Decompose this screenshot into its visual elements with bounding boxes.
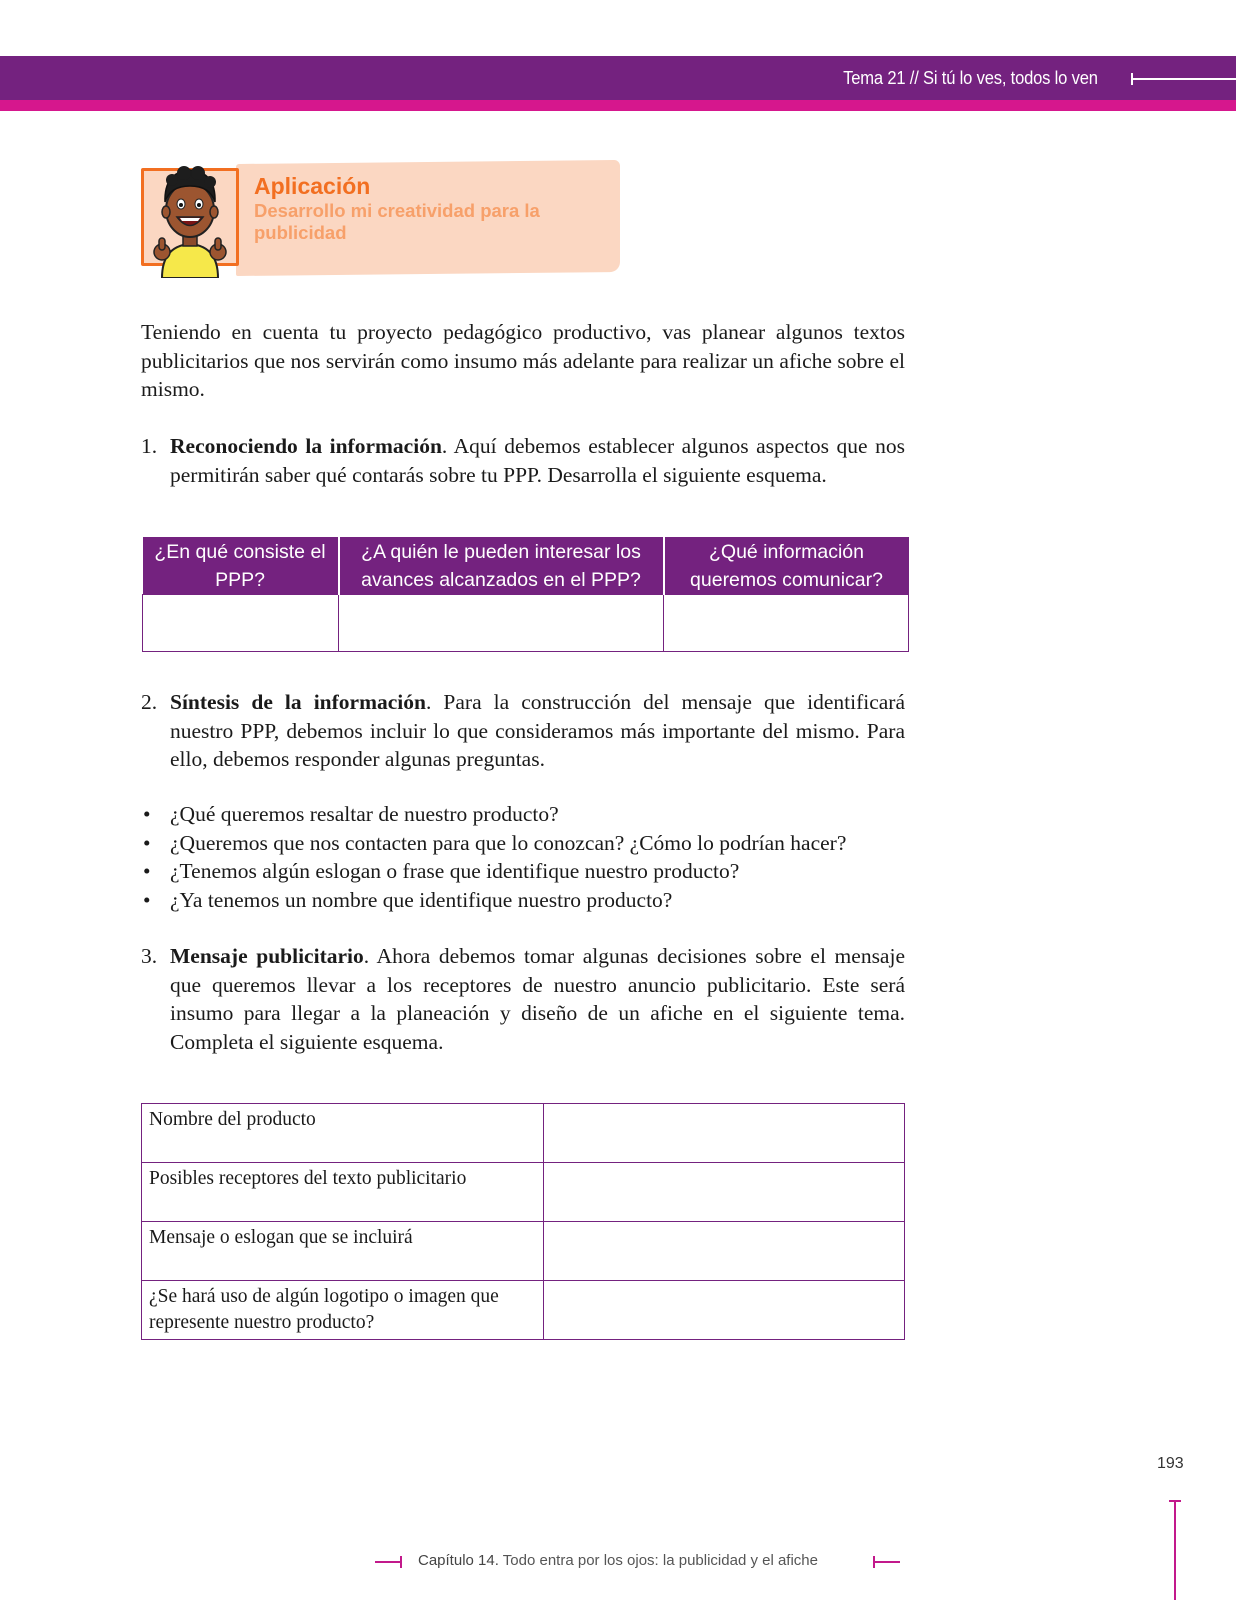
item-text: . Para la construcción del mensaje que identificará nuestro PPP, debemos incluir lo que consideramos más importante del mismo. Para ello, debemos responder algunas preguntas. (170, 690, 905, 771)
item-number: 3. (141, 944, 158, 968)
application-subtitle: Desarrollo mi creatividad para la publicidad (254, 200, 540, 243)
table-header: ¿En qué consiste el PPP? (143, 537, 339, 595)
item-text: . Ahora debemos tomar algunas decisiones sobre el mensaje que queremos llevar a los receptores de nuestro anuncio publicitario. Este será insumo para llegar a la planeación y diseño de un afiche en el siguiente tema. Completa el siguiente esquema. (170, 944, 905, 1054)
table-row (142, 1104, 905, 1163)
row-label: Nombre del producto (142, 1104, 544, 1163)
table-row (142, 1222, 905, 1281)
table-row (142, 1163, 905, 1222)
footer-line-right (874, 1561, 900, 1563)
row-value-cell[interactable] (544, 1104, 905, 1163)
item-heading: Síntesis de la información (170, 690, 426, 714)
table-header: ¿Qué información queremos comunicar? (664, 537, 909, 595)
row-value-cell[interactable] (544, 1222, 905, 1281)
footer-tick-left (400, 1556, 402, 1568)
side-line (1174, 1500, 1176, 1600)
footer-title: Todo entra por los ojos: la publicidad y el afiche (502, 1552, 818, 1569)
footer-chapter: Capítulo 14. (418, 1552, 499, 1569)
item-heading: Reconociendo la información (170, 434, 442, 458)
table-cell[interactable] (143, 595, 339, 652)
table-row (143, 595, 909, 652)
header-title: Tema 21 // Si tú lo ves, todos lo ven (843, 68, 1098, 88)
intro-paragraph: Teniendo en cuenta tu proyecto pedagógico productivo, vas planear algunos textos publicitarios que nos servirán como insumo más adelante para realizar un afiche sobre el mismo. (141, 320, 905, 401)
advertising-message-table (141, 1103, 905, 1340)
list-item: • ¿Queremos que nos contacten para que lo conozcan? ¿Cómo lo podrían hacer? (141, 829, 921, 858)
footer-line-left (375, 1561, 401, 1563)
list-item: • ¿Qué queremos resaltar de nuestro producto? (141, 800, 921, 829)
table-cell[interactable] (339, 595, 664, 652)
header-line (1132, 78, 1236, 80)
row-label: ¿Se hará uso de algún logotipo o imagen que represente nuestro producto? (142, 1281, 544, 1340)
header-stripe (0, 100, 1236, 111)
item-number: 1. (141, 434, 158, 458)
table-header: ¿A quién le pueden interesar los avances alcanzados en el PPP? (339, 537, 664, 595)
row-value-cell[interactable] (544, 1281, 905, 1340)
item-1 (141, 432, 905, 489)
row-label: Mensaje o eslogan que se incluirá (142, 1222, 544, 1281)
item-heading: Mensaje publicitario (170, 944, 364, 968)
item-text: . Aquí debemos establecer algunos aspectos que nos permitirán saber qué contarás sobre tu PPP. Desarrolla el siguiente esquema. (170, 434, 905, 487)
list-item: • ¿Ya tenemos un nombre que identifique nuestro producto? (141, 886, 921, 915)
table-cell[interactable] (664, 595, 909, 652)
footer-text (418, 1552, 818, 1569)
boy-thumbs-up-icon (148, 160, 232, 278)
question-list (141, 800, 921, 914)
application-title: Aplicación (254, 173, 371, 199)
item-3 (141, 942, 905, 1056)
item-number: 2. (141, 690, 158, 714)
ppp-info-table (142, 537, 909, 652)
page-number: 193 (1157, 1455, 1184, 1472)
row-label: Posibles receptores del texto publicitario (142, 1163, 544, 1222)
item-2 (141, 688, 905, 774)
list-item: • ¿Tenemos algún eslogan o frase que identifique nuestro producto? (141, 857, 921, 886)
row-value-cell[interactable] (544, 1163, 905, 1222)
table-row (142, 1281, 905, 1340)
